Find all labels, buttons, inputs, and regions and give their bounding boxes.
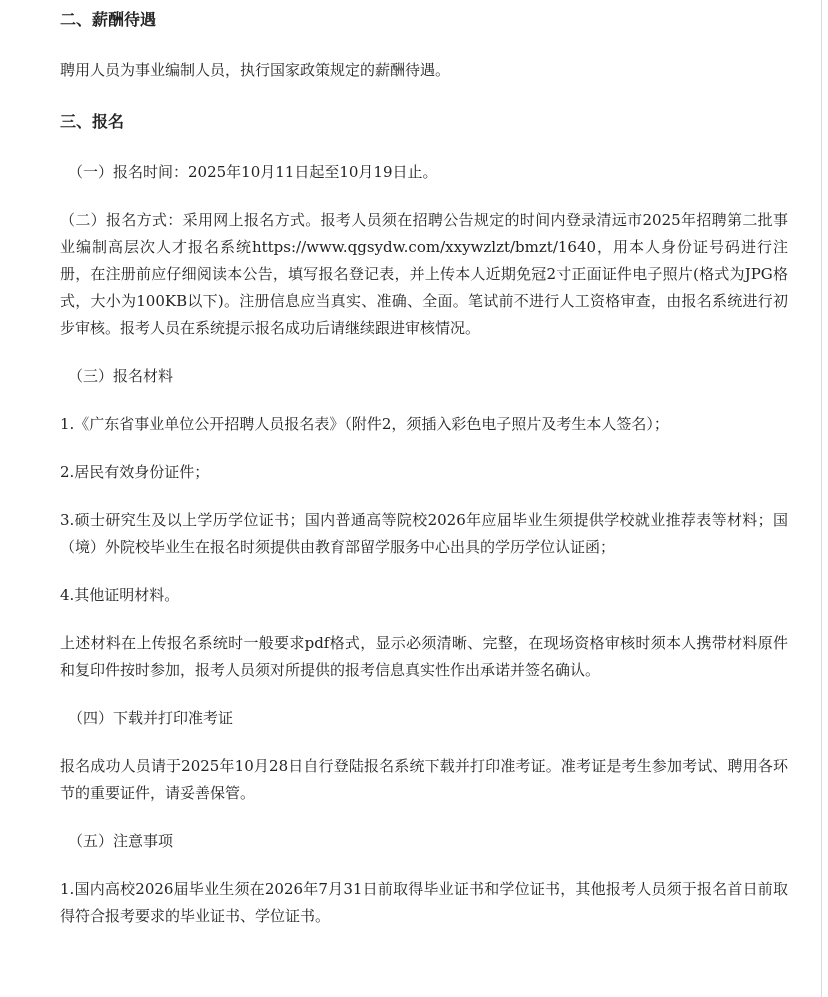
paragraph-registration-method xyxy=(30,207,788,342)
material-item-2: 2.居民有效身份证件； xyxy=(60,463,210,481)
note-item-1: 1.国内高校2026届毕业生须在2026年7月31日前取得毕业证书和学位证书，其他报考人员须于报名首日前取得符合报考要求的毕业证书、学位证书。 xyxy=(60,880,788,925)
heading-materials: （三）报名材料 xyxy=(68,367,174,385)
material-item-3: 3.硕士研究生及以上学历学位证书；国内普通高等院校2026年应届毕业生须提供学校就业推荐表等材料；国（境）外院校毕业生在报名时须提供由教育部留学服务中心出具的学历学位认证函； xyxy=(60,511,788,556)
heading-notes: （五）注意事项 xyxy=(68,832,174,850)
heading-admission-ticket: （四）下载并打印准考证 xyxy=(68,709,234,727)
material-item-1: 1.《广东省事业单位公开招聘人员报名表》（附件2，须插入彩色电子照片及考生本人签名）； xyxy=(60,415,669,433)
registration-method-text: （二）报名方式：采用网上报名方式。报考人员须在招聘公告规定的时间内登录清远市2025年招聘第二批事业编制高层次人才报名系统https://www.qgsydw.com/xxywzlzt/bmzt/1640，用本人身份证号码进行注册，在注册前应仔细阅读本公告，填写报名登记表，并上传本人近期免冠2寸正面证件电子照片(格式为JPG格式，大小为100KB以下)。注册信息应当真实、准确、全面。笔试前不进行人工资格审查，由报名系统进行初步审核。报考人员在系统提示报名成功后请继续跟进审核情况。 xyxy=(60,211,788,337)
paragraph-registration-time: （一）报名时间：2025年10月11日起至10月19日止。 xyxy=(68,163,438,181)
paragraph-admission-ticket: 报名成功人员请于2025年10月28日自行登陆报名系统下载并打印准考证。准考证是考生参加考试、聘用各环节的重要证件，请妥善保管。 xyxy=(60,757,788,802)
section-heading-salary: 二、薪酬待遇 xyxy=(60,10,157,29)
section-heading-registration: 三、报名 xyxy=(60,112,125,131)
material-item-4: 4.其他证明材料。 xyxy=(60,586,180,604)
paragraph-materials-note: 上述材料在上传报名系统时一般要求pdf格式，显示必须清晰、完整，在现场资格审核时须本人携带材料原件和复印件按时参加，报考人员须对所提供的报考信息真实性作出承诺并签名确认。 xyxy=(60,634,788,679)
paragraph-salary: 聘用人员为事业编制人员，执行国家政策规定的薪酬待遇。 xyxy=(60,61,451,79)
